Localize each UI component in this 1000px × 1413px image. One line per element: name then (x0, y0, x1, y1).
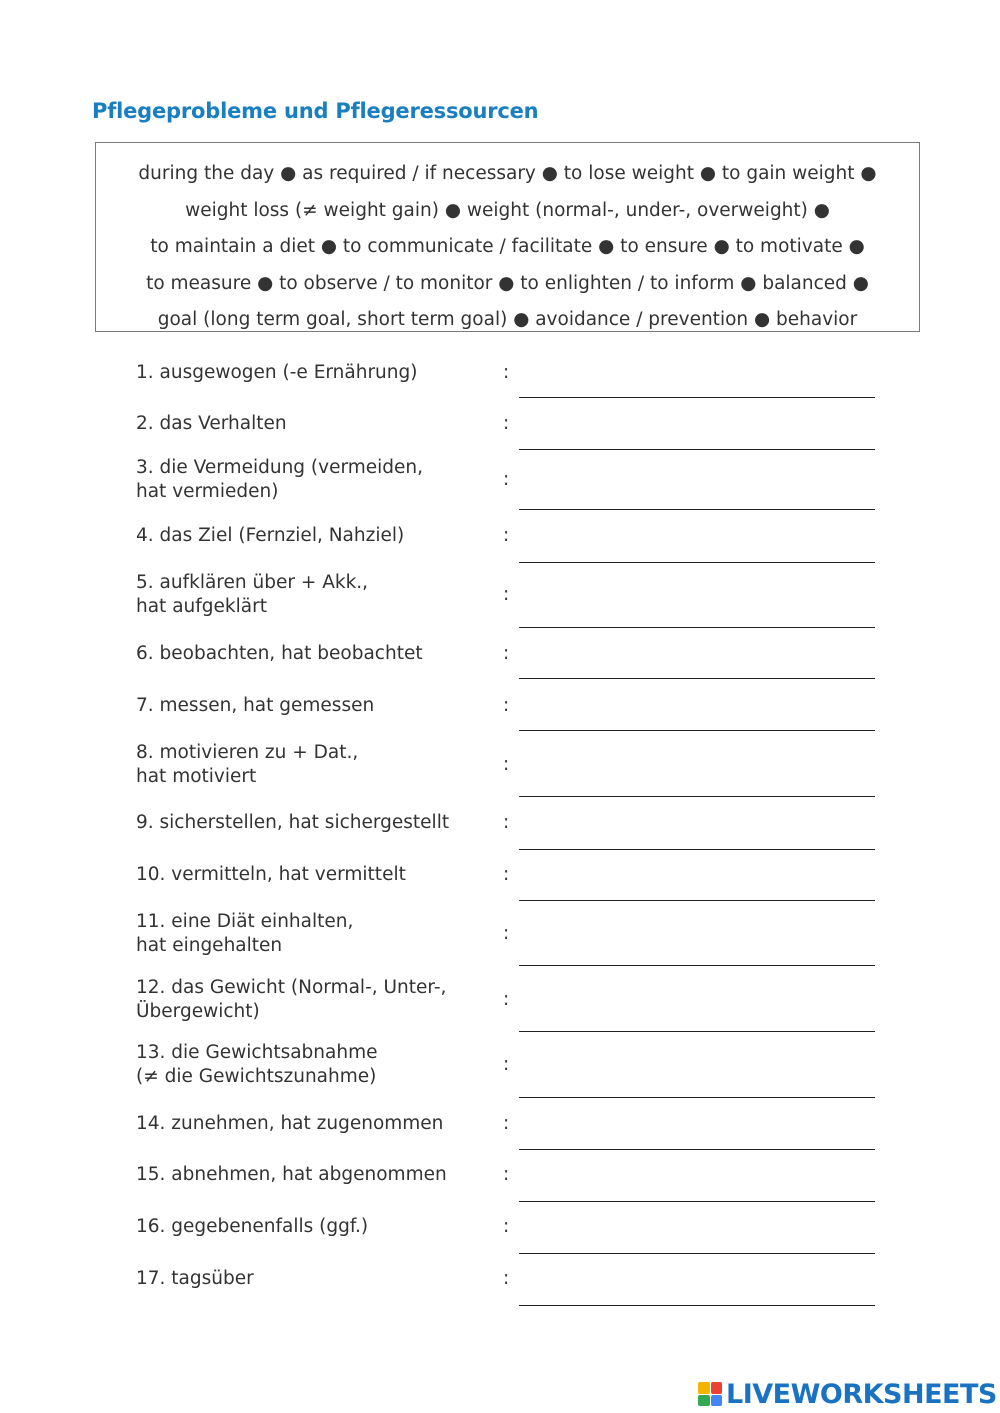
word-bank-line: weight loss (≠ weight gain) ● weight (normal-, under-, overweight) ● (185, 199, 830, 221)
answer-line[interactable] (519, 1201, 875, 1202)
logo-tile (711, 1382, 723, 1394)
answer-line[interactable] (519, 1149, 875, 1150)
exercise-term-line: (≠ die Gewichtszunahme) (136, 1066, 377, 1087)
exercise-term (136, 811, 476, 835)
colon-separator: : (503, 754, 510, 775)
colon-separator: : (503, 923, 510, 944)
exercise-term-line: 9. sicherstellen, hat sichergestellt (136, 812, 450, 833)
answer-line[interactable] (519, 627, 875, 628)
exercise-term-line: 17. tagsüber (136, 1268, 254, 1289)
exercise-term (136, 1267, 476, 1291)
exercise-term (136, 456, 476, 504)
exercise-term (136, 524, 476, 548)
exercise-term-line: 4. das Ziel (Fernziel, Nahziel) (136, 525, 405, 546)
exercise-term-line: hat aufgeklärt (136, 596, 267, 617)
answer-line[interactable] (519, 1305, 875, 1306)
colon-separator: : (503, 413, 510, 434)
exercise-term (136, 910, 476, 958)
word-bank-line: to measure ● to observe / to monitor ● to enlighten / to inform ● balanced ● (146, 272, 869, 294)
colon-separator: : (503, 1113, 510, 1134)
exercise-term (136, 1215, 476, 1239)
answer-line[interactable] (519, 397, 875, 398)
exercise-term-line: hat eingehalten (136, 935, 283, 956)
colon-separator: : (503, 812, 510, 833)
answer-line[interactable] (519, 1097, 875, 1098)
answer-line[interactable] (519, 730, 875, 731)
answer-line[interactable] (519, 1031, 875, 1032)
exercise-term-line: 3. die Vermeidung (vermeiden, (136, 457, 424, 478)
logo-tile (698, 1395, 710, 1407)
exercise-term-line: 6. beobachten, hat beobachtet (136, 643, 423, 664)
colon-separator: : (503, 1216, 510, 1237)
page-title: Pflegeprobleme und Pflegeressourcen (92, 99, 539, 123)
liveworksheets-logo-icon (698, 1382, 722, 1406)
exercise-term (136, 741, 476, 789)
word-bank-box (95, 142, 920, 332)
logo-tile (698, 1382, 710, 1394)
exercise-term (136, 1163, 476, 1187)
exercise-term-line: 7. messen, hat gemessen (136, 695, 375, 716)
answer-line[interactable] (519, 678, 875, 679)
exercise-term-line: 1. ausgewogen (-e Ernährung) (136, 362, 418, 383)
exercise-term-line: 10. vermitteln, hat vermittelt (136, 864, 406, 885)
answer-line[interactable] (519, 509, 875, 510)
colon-separator: : (503, 584, 510, 605)
exercise-term (136, 361, 476, 385)
colon-separator: : (503, 989, 510, 1010)
exercise-term-line: Übergewicht) (136, 1001, 260, 1022)
answer-line[interactable] (519, 449, 875, 450)
exercise-term (136, 1112, 476, 1136)
exercise-term-line: 16. gegebenenfalls (ggf.) (136, 1216, 369, 1237)
exercise-term-line: hat vermieden) (136, 481, 279, 502)
exercise-term-line: 5. aufklären über + Akk., (136, 572, 369, 593)
answer-line[interactable] (519, 900, 875, 901)
answer-line[interactable] (519, 1253, 875, 1254)
exercise-term (136, 412, 476, 436)
exercise-term (136, 642, 476, 666)
exercise-term (136, 863, 476, 887)
exercise-term-line: hat motiviert (136, 766, 257, 787)
word-bank-line: during the day ● as required / if necessary ● to lose weight ● to gain weight ● (138, 163, 877, 184)
answer-line[interactable] (519, 562, 875, 563)
exercise-term-line: 13. die Gewichtsabnahme (136, 1042, 378, 1063)
exercise-term (136, 1041, 476, 1089)
exercise-term (136, 571, 476, 619)
colon-separator: : (503, 469, 510, 490)
exercise-term-line: 8. motivieren zu + Dat., (136, 742, 359, 763)
colon-separator: : (503, 525, 510, 546)
colon-separator: : (503, 643, 510, 664)
brand-name: LIVEWORKSHEETS (726, 1378, 997, 1410)
colon-separator: : (503, 362, 510, 383)
logo-tile (711, 1395, 723, 1407)
exercise-term-line: 14. zunehmen, hat zugenommen (136, 1113, 444, 1134)
exercise-term (136, 694, 476, 718)
exercise-term-line: 11. eine Diät einhalten, (136, 911, 354, 932)
exercise-term (136, 976, 476, 1024)
answer-line[interactable] (519, 965, 875, 966)
answer-line[interactable] (519, 796, 875, 797)
colon-separator: : (503, 1164, 510, 1185)
colon-separator: : (503, 1054, 510, 1075)
exercise-term-line: 12. das Gewicht (Normal-, Unter-, (136, 977, 447, 998)
exercise-term-line: 2. das Verhalten (136, 413, 287, 434)
answer-line[interactable] (519, 849, 875, 850)
colon-separator: : (503, 864, 510, 885)
colon-separator: : (503, 1268, 510, 1289)
word-bank-line: goal (long term goal, short term goal) ● avoidance / prevention ● behavior (157, 309, 858, 330)
liveworksheets-branding (698, 1376, 997, 1412)
word-bank-line: to maintain a diet ● to communicate / facilitate ● to ensure ● to motivate ● (150, 236, 865, 257)
colon-separator: : (503, 695, 510, 716)
exercise-term-line: 15. abnehmen, hat abgenommen (136, 1164, 447, 1185)
